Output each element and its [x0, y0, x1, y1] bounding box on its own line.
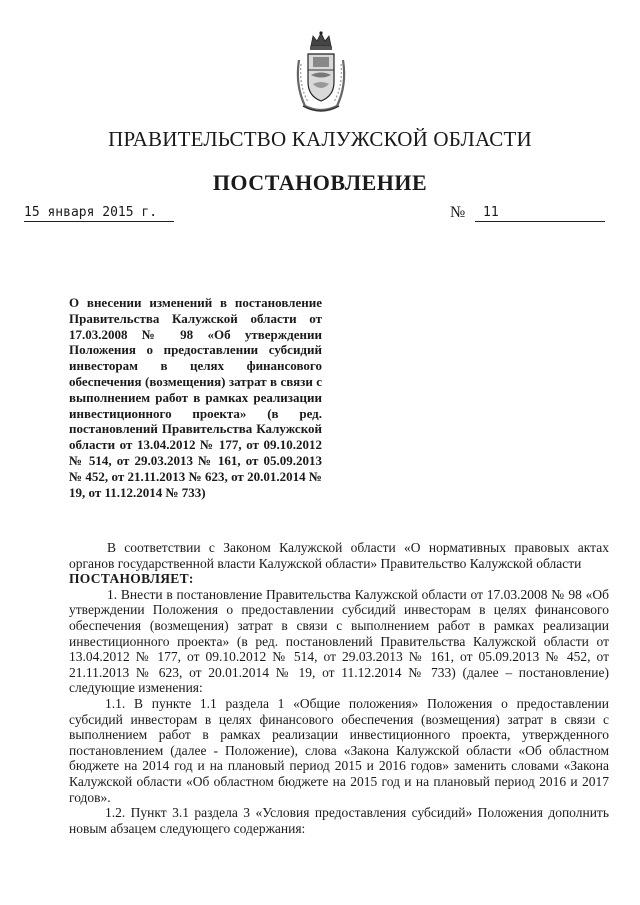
intro-paragraph: [69, 540, 609, 587]
number-label: №: [450, 204, 466, 221]
resolution-body: [69, 540, 609, 836]
government-title: ПРАВИТЕЛЬСТВО КАЛУЖСКОЙ ОБЛАСТИ: [108, 127, 532, 151]
document-date: 15 января 2015 г.: [24, 205, 174, 222]
intro-text: В соответствии с Законом Калужской области «О нормативных правовых актах органов государственной власти Калужской области» Правительство Калужской области: [69, 540, 609, 571]
resolves-heading: ПОСТАНОВЛЯЕТ:: [69, 571, 194, 587]
paragraph-1: 1. Внести в постановление Правительства Калужской области от 17.03.2008 № 98 «Об утверждении Положения о предоставлении субсидий инвесторам в целях финансового обеспечения (возмещения) затрат в связи с выполнением работ в рамках реализации инвестиционного проекта» (в ред. постановлений Правительства Калужской области от 13.04.2012 № 177, от 09.10.2012 № 514, от 29.03.2013 № 161, от 05.09.2013 № 452, от 21.11.2013 № 623, от 20.01.2014 № 19, от 11.12.2014 № 733) (далее – постановление) следующие изменения:: [69, 586, 609, 696]
paragraph-1-1: 1.1. В пункте 1.1 раздела 1 «Общие положения» Положения о предоставлении субсидий инвесторам в целях финансового обеспечения (возмещения) затрат в связи с выполнением работ в рамках реализации инвестиционного проекта, утвержденного постановлением (далее - Положение), слова «Закона Калужской области «Об областном бюджете на 2014 год и на плановый период 2015 и 2016 годов» заменить словами «Закона Калужской области «Об областном бюджете на 2015 год и на плановый период 2016 и 2017 годов».: [69, 695, 609, 805]
document-number: 11: [475, 205, 605, 222]
paragraph-1-2: 1.2. Пункт 3.1 раздела 3 «Условия предоставления субсидий» Положения дополнить новым абзацем следующего содержания:: [69, 805, 609, 836]
coat-of-arms-emblem: [291, 30, 351, 116]
document-type: ПОСТАНОВЛЕНИЕ: [212, 170, 428, 195]
resolution-subject: О внесении изменений в постановление Правительства Калужской области от 17.03.2008 № 98 «Об утверждении Положения о предоставлении субсидий инвесторам в целях финансового обеспечения (возмещения) затрат в связи с выполнением работ в рамках реализации инвестиционного проекта» (в ред. постановлений Правительства Калужской области от 13.04.2012 № 177, от 09.10.2012 № 514, от 29.03.2013 № 161, от 05.09.2013 № 452, от 21.11.2013 № 623, от 20.01.2014 № 19, от 11.12.2014 № 733): [69, 295, 322, 500]
